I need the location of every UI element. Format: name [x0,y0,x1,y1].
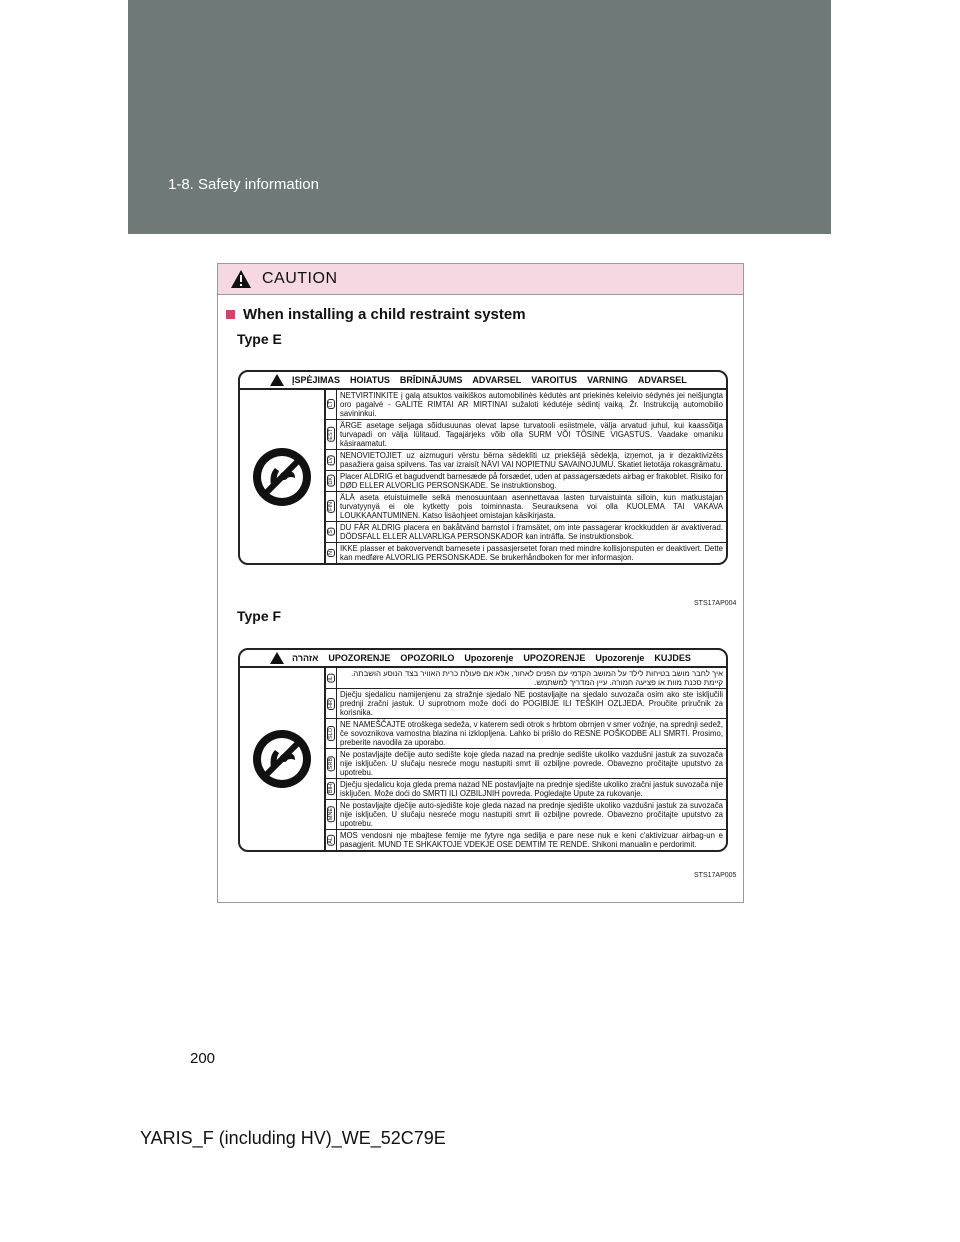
type-e-label: Type E [237,331,282,347]
language-code: SLO [328,727,334,739]
label-title: VARNING [587,375,628,385]
label-title: Upozorenje [595,653,645,663]
warning-text: NETVIRTINKITE į galą atsuktos vaikiškos automobilinės kėdutės ant priekinės keleivio sėdynės jei neišjungta oro pagalvė - GALITE RIMTAI AR MIRTINAI sužaloti kėdutėje sėdintį vaiką. Žr. Instrukciją automobilio savininkui. [340,391,723,418]
language-row [326,420,726,450]
language-tag [326,543,337,563]
square-bullet-icon [226,310,235,319]
language-tag [326,689,337,718]
caution-header [218,264,743,295]
language-row [326,800,726,830]
label-title: OPOZORILO [400,653,455,663]
language-code: LV [328,456,334,464]
language-tag [326,800,337,829]
language-code: S [328,530,334,534]
prohibited-child-seat-icon [251,446,313,508]
label-title: UPOZORENJE [523,653,586,663]
language-tag [326,450,337,470]
language-row [326,830,726,850]
label-title: BRĪDINĀJUMS [399,375,463,385]
language-code: AL [328,836,334,844]
language-tag [326,779,337,799]
language-tag [326,420,337,449]
type-e-body [240,390,726,563]
section-title: 1-8. Safety information [168,176,319,193]
language-tag [326,390,337,419]
warning-triangle-icon [270,652,284,664]
warning-text: ÄRGE asetage seljaga sõidusuunas olevat lapse turvatooli esiistmele, välja arvatud juhul, kui kaassõitja turvapadi on välja lülitaud. Tagajärjeks võib olla SURM VÕI TÕSINE VIGASTUS. Vaadake omaniku käsiraamatut. [340,421,723,448]
language-row [326,719,726,749]
language-tag [326,471,337,491]
language-code: DK [328,477,334,485]
warning-text: Ne postavljajte dječije auto-sjedište koje gleda nazad na prednje sjedište ukoliko vazdušni jastuk za suvozača nije isključen. U slučaju nesreće mogu nastupiti smrt ili ozbiljne povrede. Obavezno pročitajte uputstvo za upotrebu. [340,801,723,828]
warning-text: NE NAMEŠČAJTE otroškega sedeža, v katerem sedi otrok s hrbtom obrnjen v smer vožnje, na sprednji sedež, če sovoznikova varnostna blazina ni izklopljena. Lahko bi prišlo do RESNE POŠKODBE ALI SMRTI. Prosimo, preberite navodila za uporabo. [340,720,723,747]
language-row [326,492,726,522]
language-tag [326,830,337,850]
warning-text: DU FÅR ALDRIG placera en bakåtvänd barnstol i framsätet, om inte passagerar krockkudden är avaktiverad. DÖDSFALL ELLER ALLVARLIGA PERSONSKADOR kan inträffa. Se instruktionsbok. [340,523,723,541]
language-row [326,450,726,471]
warning-text: Dječju sjedalicu namijenjenu za stražnje sjedalo NE postavljajte na sjedalo suvozača osim ako ste isključili prednji zračni jastuk. U suprotnom može doći do POGIBIJE ILI TEŠKIH OZLJEDA. Proučite priručnik za korisnika. [340,690,723,717]
language-row [326,779,726,800]
label-title: אזהרה [292,653,319,663]
warning-text: NENOVIETOJIET uz aizmuguri vērstu bērna sēdeklīti uz priekšējā sēdekļa, izņemot, ja ir dezaktivizēts pasažiera gaisa spilvens. Tas var izraisīt NĀVI VAI NOPIETNU SAVAINOJUMU. Skatiet lietotāja rokasgrāmatu. [340,451,723,469]
type-e-title-row [240,372,726,390]
type-f-figure-code: STS17AP005 [694,872,737,879]
caution-subheading [226,306,526,323]
page-header [128,0,831,234]
warning-text: איך לחבר מושב בטיחות לילד על המושב הקדמי עם הפנים לאחור, אלא אם פעולת כרית האוויר בצד הנוסע הושבתה. קיימת סכנת מוות או פציעה חמורה. עיין המדריך למשתמש. [351,669,723,687]
language-code: SRB [328,757,334,770]
label-title: VAROITUS [531,375,578,385]
label-title: ADVARSEL [472,375,522,385]
warning-text: MOS vendosni nje mbajtese femije me fytyre nga sedilja e pare nese nuk e keni c'aktivizuar airbag-un e pasagjerit. MUND TE SHKAKTOJE VDEKJE OSE DEMTIM TE RENDE. Shikoni manualin e perdorimit. [340,831,723,849]
type-f-language-rows [326,668,726,850]
subheading-text: When installing a child restraint system [243,306,526,323]
language-code: EST [328,429,334,440]
label-title: KUJDES [654,653,691,663]
prohibited-child-seat-icon [251,728,313,790]
language-code: FIN [328,502,334,511]
no-rear-facing-seat-pictogram [240,668,326,850]
label-title: ĮSPĖJIMAS [292,375,341,385]
language-tag [326,749,337,778]
language-row [326,689,726,719]
warning-text: ÄLÄ aseta etuistuimelle selkä menosuuntaan asennettavaa lasten turvaistuinta silloin, kun matkustajan turvatyynyä ei ole kytketty pois toiminnasta. Seurauksena voi olla KUOLEMA TAI VAKAVA LOUKKAANTUMINEN. Katso lisäohjeet omistajan käsikirjasta. [340,493,723,520]
caution-box [217,263,744,903]
language-tag [326,668,337,688]
type-e-titles [292,375,687,385]
document-footer: YARIS_F (including HV)_WE_52C79E [140,1128,446,1148]
language-row [326,543,726,563]
type-f-label: Type F [237,608,282,624]
warning-triangle-icon [270,374,284,386]
warning-text: Dječju sjedalicu koja gleda prema nazad NE postavljajte na prednje sjedište ukoliko zračni jastuk suvozača nije isključen. Može doći do SMRTI ILI OZBILJNIH povreda. Pogledajte Upute za rukovanje. [340,780,723,798]
language-row [326,749,726,779]
language-tag [326,492,337,521]
language-code: BIH [328,784,334,794]
language-row [326,668,726,689]
warning-text: IKKE plasser et bakovervendt barnesete i passasjersetet foran med mindre kollisjonsputen er deaktivert. Dette kan medføre ALVORLIG PERSONSKADE. Se brukerhåndboken for mer informasjon. [340,544,723,562]
label-title: ADVARSEL [637,375,687,385]
type-e-language-rows [326,390,726,563]
language-tag [326,719,337,748]
type-e-figure-code: STS17AP004 [694,600,737,607]
type-f-body [240,668,726,850]
warning-text: Ne postavljajte dečije auto sedište koje gleda nazad na prednje sedište ukoliko vazdušni jastuk za suvozača nije isključen. U slučaju nesreće mogu nastupiti smrt ili ozbiljne povrede. Obavezno pročitajte uputstvo za upotrebu. [340,750,723,777]
language-code: N [328,551,334,555]
warning-triangle-icon [230,269,252,289]
language-code: HR [328,699,334,708]
language-code: LT [328,401,334,408]
language-tag [326,522,337,542]
type-f-titles [292,653,691,663]
no-rear-facing-seat-pictogram [240,390,326,563]
type-f-warning-label [238,648,728,852]
label-title: Upozorenje [464,653,514,663]
language-row [326,522,726,543]
label-title: HOIATUS [350,375,390,385]
label-title: UPOZORENJE [328,653,391,663]
page-number: 200 [190,1050,216,1067]
language-code: IL [328,675,334,681]
language-row [326,390,726,420]
warning-text: Placer ALDRIG et bagudvendt barnesæde på forsædet, uden at passagersædets airbag er frakoblet. Risiko for DØD ELLER ALVORLIG PERSONSKADE. Se instruktionsbog. [340,472,723,490]
type-e-warning-label [238,370,728,565]
type-f-title-row [240,650,726,668]
language-row [326,471,726,492]
caution-label: CAUTION [262,270,338,287]
language-code: MNE [328,808,334,821]
